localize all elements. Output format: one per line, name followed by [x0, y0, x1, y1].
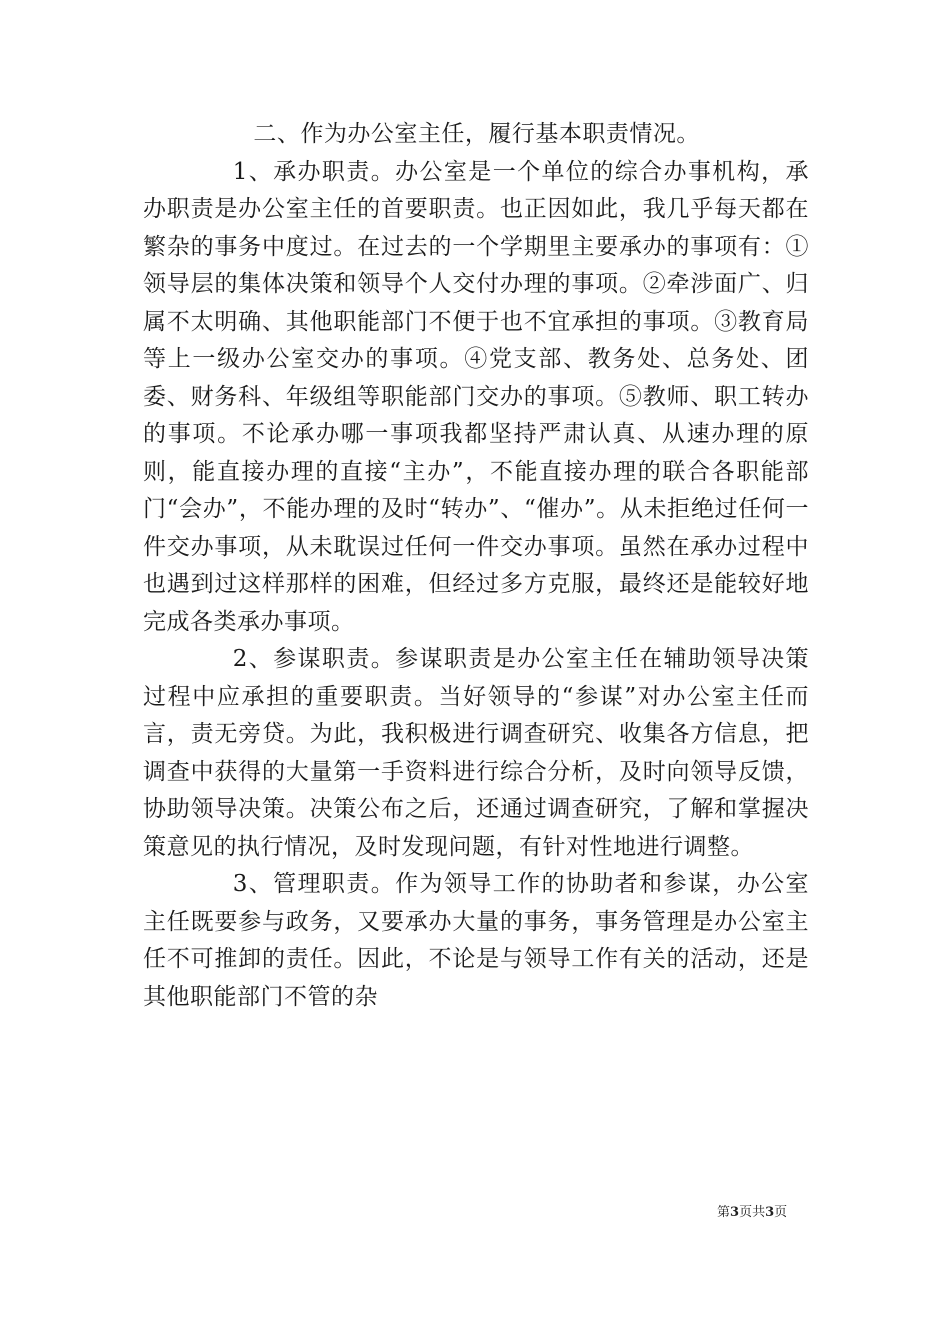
- paragraph-advisory-duty: 2、参谋职责。参谋职责是办公室主任在辅助领导决策过程中应承担的重要职责。当好领导的“参谋”对办公室主任而言，责无旁贷。为此，我积极进行调查研究、收集各方信息，把调查中获得的大量第一手资料进行综合分析，及时向领导反馈，协助领导决策。决策公布之后，还通过调查研究，了解和掌握决策意见的执行情况，及时发现问题，有针对性地进行调整。: [143, 646, 809, 860]
- footer-total-pages: 3: [765, 1205, 775, 1220]
- footer-current-page: 3: [730, 1205, 740, 1220]
- paragraph-management-duty: 3、管理职责。作为领导工作的协助者和参谋，办公室主任既要参与政务，又要承办大量的事务，事务管理是办公室主任不可推卸的责任。因此，不论是与领导工作有关的活动，还是其他职能部门不管的杂: [143, 871, 809, 1010]
- footer-middle: 页共: [739, 1205, 766, 1220]
- footer-prefix: 第: [717, 1205, 731, 1220]
- page-number-footer: [717, 1201, 787, 1220]
- section-heading: 二、作为办公室主任，履行基本职责情况。: [253, 121, 700, 147]
- document-body: [143, 116, 809, 1016]
- footer-suffix: 页: [774, 1205, 788, 1220]
- paragraph-undertaking-duty: 1、承办职责。办公室是一个单位的综合办事机构，承办职责是办公室主任的首要职责。也正因如此，我几乎每天都在繁杂的事务中度过。在过去的一个学期里主要承办的事项有：①领导层的集体决策和领导个人交付办理的事项。②牵涉面广、归属不太明确、其他职能部门不便于也不宜承担的事项。③教育局等上一级办公室交办的事项。④党支部、教务处、总务处、团委、财务科、年级组等职能部门交办的事项。⑤教师、职工转办的事项。不论承办哪一事项我都坚持严肃认真、从速办理的原则，能直接办理的直接“主办”，不能直接办理的联合各职能部门“会办”，不能办理的及时“转办”、“催办”。从未拒绝过任何一件交办事项，从未耽误过任何一件交办事项。虽然在承办过程中也遇到过这样那样的困难，但经过多方克服，最终还是能较好地完成各类承办事项。: [143, 158, 809, 635]
